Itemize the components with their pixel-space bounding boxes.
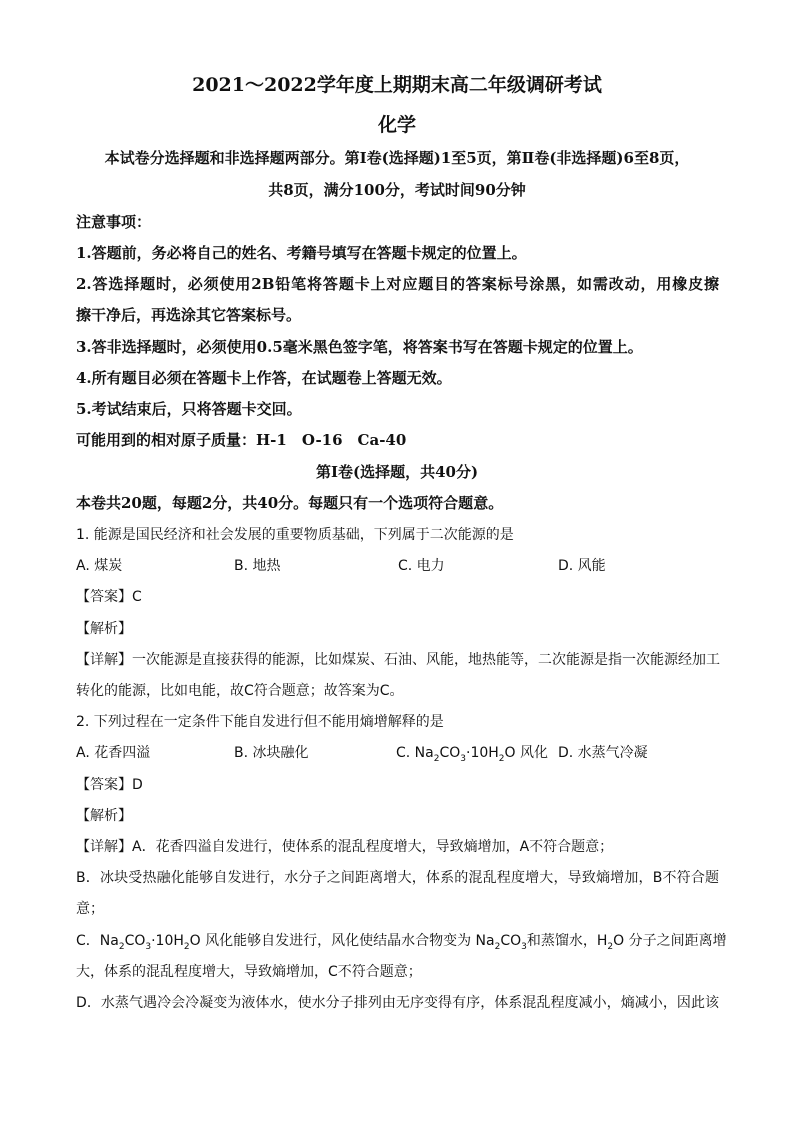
q1-detail-line-1: 【详解】一次能源是直接获得的能源，比如煤炭、石油、风能，地热能等，二次能源是指一次能源经加工 [76, 652, 720, 668]
q2-option-c-prefix: C. Na [396, 745, 434, 761]
q2-detail-d: D．水蒸气遇冷会冷凝变为液体水，使水分子排列由无序变得有序，体系混乱程度减小，熵减小，因此该 [76, 995, 719, 1011]
q1-answer: 【答案】C [76, 589, 142, 605]
exam-title: 2021～2022学年度上期期末高二年级调研考试 [192, 74, 602, 96]
atomic-mass-line: 可能用到的相对原子质量：H-1 O-16 Ca-40 [76, 431, 407, 449]
q2-detail-b-line-1: B．冰块受热融化能够自发进行，水分子之间距离增大，体系的混乱程度增大，导致熵增加，B不符合题 [76, 870, 719, 886]
q1-analysis-label: 【解析】 [76, 621, 132, 637]
q2-option-a: A. 花香四溢 [76, 745, 151, 761]
note-item-5: 5.考试结束后，只将答题卡交回。 [76, 400, 302, 418]
q2-answer: 【答案】D [76, 777, 143, 793]
q1-detail-line-2: 转化的能源，比如电能，故C符合题意；故答案为C。 [76, 683, 404, 699]
subject-title: 化学 [377, 114, 416, 136]
section-1-instruction: 本卷共20题，每题2分，共40分。每题只有一个选项符合题意。 [76, 494, 504, 512]
note-item-4: 4.所有题目必须在答题卡上作答，在试题卷上答题无效。 [76, 369, 452, 387]
notes-heading: 注意事项： [76, 213, 152, 231]
q2-option-b: B. 冰块融化 [234, 745, 309, 761]
q2-option-d: D. 水蒸气冷凝 [558, 745, 648, 761]
q2-analysis-label: 【解析】 [76, 808, 132, 824]
q2-detail-b-line-2: 意； [76, 901, 104, 917]
q2-option-c-suffix: O 风化 [504, 745, 549, 761]
note-item-1: 1.答题前，务必将自己的姓名、考籍号填写在答题卡规定的位置上。 [76, 244, 527, 262]
section-1-heading: 第Ⅰ卷(选择题，共40分) [315, 463, 479, 481]
note-item-2-line-2: 擦干净后，再选涂其它答案标号。 [76, 306, 302, 324]
q2-stem: 2. 下列过程在一定条件下能自发进行但不能用熵增解释的是 [76, 714, 444, 730]
q2-option-c: C. $Na_2CO_3\cdot 10H_2O$ 风化 [396, 745, 549, 764]
intro-line-2: 共8页，满分100分，考试时间90分钟 [268, 181, 526, 199]
note-item-2-line-1: 2.答选择题时，必须使用2B铅笔将答题卡上对应题目的答案标号涂黑，如需改动，用橡皮擦 [76, 275, 719, 293]
q1-option-c: C. 电力 [398, 558, 445, 574]
q1-option-a: A. 煤炭 [76, 558, 123, 574]
q1-option-d: D. 风能 [558, 558, 606, 574]
q2-detail-c-line-2: 大，体系的混乱程度增大，导致熵增加，C不符合题意； [76, 964, 422, 980]
q1-option-b: B. 地热 [234, 558, 281, 574]
q1-stem: 1. 能源是国民经济和社会发展的重要物质基础，下列属于二次能源的是 [76, 527, 514, 543]
intro-line-1: 本试卷分选择题和非选择题两部分。第Ⅰ卷(选择题)1至5页，第Ⅱ卷(非选择题)6至8页， [104, 149, 690, 167]
note-item-3: 3.答非选择题时，必须使用0.5毫米黑色签字笔，将答案书写在答题卡规定的位置上。 [76, 338, 643, 356]
q2-detail-a: 【详解】A．花香四溢自发进行，使体系的混乱程度增大，导致熵增加，A不符合题意； [76, 839, 614, 855]
q2-detail-c-line-1: C．$Na_2CO_3\cdot 10H_2O$ 风化能够自发进行，风化使结晶水合物变为 $Na_2CO_3$和蒸馏水，$H_2O$ 分子之间距离增 [76, 933, 727, 952]
